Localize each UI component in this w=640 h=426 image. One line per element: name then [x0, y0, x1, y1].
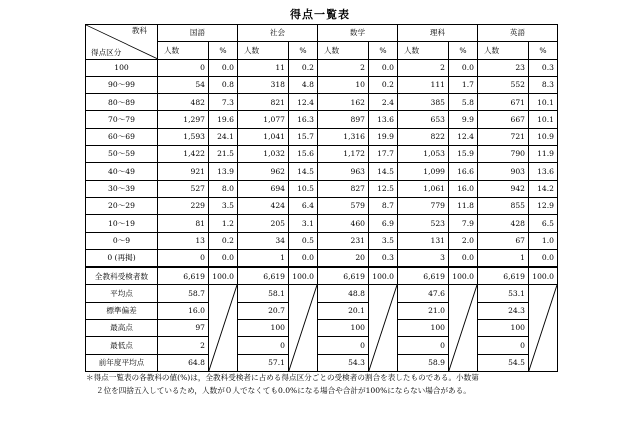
stats-value-cell: 58.1: [238, 285, 289, 302]
stats-value-cell: 24.3: [478, 302, 529, 319]
score-range-label: 40～49: [86, 163, 158, 180]
slash-cell: [529, 285, 558, 371]
pct-cell: 10.9: [529, 128, 558, 145]
count-cell: 81: [158, 215, 209, 232]
count-cell: 111: [398, 76, 449, 93]
count-cell: 23: [478, 59, 529, 76]
pct-cell: 8.0: [209, 180, 238, 197]
total-count-cell: 6,619: [318, 267, 369, 285]
header-row-subjects: [86, 25, 558, 42]
count-cell: 694: [238, 180, 289, 197]
stats-value-cell: 0: [318, 337, 369, 354]
pct-cell: 6.5: [529, 215, 558, 232]
pct-cell: 0.3: [369, 249, 398, 267]
stats-label: 標準偏差: [86, 302, 158, 319]
total-count-cell: 6,619: [478, 267, 529, 285]
stats-value-cell: 54.3: [318, 354, 369, 371]
pct-cell: 6.4: [289, 197, 318, 214]
pct-cell: 10.1: [529, 111, 558, 128]
pct-cell: 2.4: [369, 94, 398, 111]
count-cell: 162: [318, 94, 369, 111]
slash-cell: [289, 285, 318, 371]
score-range-label: 50～59: [86, 146, 158, 163]
stats-value-cell: 0: [398, 337, 449, 354]
score-range-label: 70～79: [86, 111, 158, 128]
pct-header: %: [289, 42, 318, 59]
table-row: [86, 197, 558, 214]
subject-header: 英語: [478, 25, 558, 42]
count-cell: 0: [158, 249, 209, 267]
stats-row: [86, 320, 558, 337]
count-cell: 385: [398, 94, 449, 111]
stats-value-cell: 53.1: [478, 285, 529, 302]
count-cell: 790: [478, 146, 529, 163]
count-header: 人数: [238, 42, 289, 59]
count-cell: 1,099: [398, 163, 449, 180]
table-row: [86, 111, 558, 128]
score-range-label: 10～19: [86, 215, 158, 232]
pct-header: %: [369, 42, 398, 59]
slash-line: [529, 285, 557, 370]
count-cell: 962: [238, 163, 289, 180]
count-cell: 131: [398, 232, 449, 249]
pct-cell: 8.3: [529, 76, 558, 93]
stats-value-cell: 58.9: [398, 354, 449, 371]
pct-header: %: [209, 42, 238, 59]
stats-value-cell: 0: [238, 337, 289, 354]
count-cell: 527: [158, 180, 209, 197]
score-range-label: 60～69: [86, 128, 158, 145]
pct-cell: 0.0: [449, 59, 478, 76]
count-cell: 827: [318, 180, 369, 197]
score-range-label: 100: [86, 59, 158, 76]
pct-header: %: [449, 42, 478, 59]
count-cell: 1,172: [318, 146, 369, 163]
count-cell: 482: [158, 94, 209, 111]
count-header: 人数: [398, 42, 449, 59]
count-cell: 34: [238, 232, 289, 249]
pct-cell: 13.6: [369, 111, 398, 128]
pct-cell: 9.9: [449, 111, 478, 128]
corner-header-cell: [86, 25, 158, 60]
stats-label: 最高点: [86, 320, 158, 337]
count-cell: 1: [478, 249, 529, 267]
stats-value-cell: 100: [238, 320, 289, 337]
pct-cell: 15.6: [289, 146, 318, 163]
count-cell: 54: [158, 76, 209, 93]
pct-cell: 16.0: [449, 180, 478, 197]
count-cell: 1: [238, 249, 289, 267]
pct-cell: 13.6: [529, 163, 558, 180]
stats-label: 最低点: [86, 337, 158, 354]
count-cell: 3: [398, 249, 449, 267]
pct-cell: 0.0: [369, 59, 398, 76]
count-cell: 428: [478, 215, 529, 232]
footnote: [86, 371, 556, 397]
range-axis-label: 得点区分: [91, 48, 122, 57]
stats-row: [86, 337, 558, 354]
footnote-line-2: ２位を四捨五入しているため，人数が０人でなくても0.0%になる場合や合計が100%にならない場合がある。: [96, 386, 471, 395]
subject-header: 数学: [318, 25, 398, 42]
stats-value-cell: 58.7: [158, 285, 209, 302]
footnote-line-1: ＊得点一覧表の各教科の値(%)は，全教科受検者に占める得点区分ごとの受検者の割合を表したものである。小数第: [86, 373, 479, 382]
score-table: [85, 24, 558, 372]
table-row: [86, 249, 558, 267]
count-cell: 10: [318, 76, 369, 93]
stats-row: [86, 285, 558, 302]
subject-axis-label: 教科: [131, 26, 147, 35]
score-range-label: 30～39: [86, 180, 158, 197]
count-cell: 2: [398, 59, 449, 76]
table-row: [86, 59, 558, 76]
pct-cell: 7.9: [449, 215, 478, 232]
count-cell: 67: [478, 232, 529, 249]
stats-value-cell: 100: [398, 320, 449, 337]
count-cell: 579: [318, 197, 369, 214]
pct-cell: 14.5: [369, 163, 398, 180]
stats-label: 平均点: [86, 285, 158, 302]
subject-header: 国語: [158, 25, 238, 42]
pct-cell: 4.8: [289, 76, 318, 93]
count-cell: 1,032: [238, 146, 289, 163]
count-cell: 552: [478, 76, 529, 93]
stats-label: 前年度平均点: [86, 354, 158, 371]
pct-cell: 13.9: [209, 163, 238, 180]
subject-header: 理科: [398, 25, 478, 42]
count-cell: 671: [478, 94, 529, 111]
pct-cell: 1.0: [529, 232, 558, 249]
stats-value-cell: 64.8: [158, 354, 209, 371]
pct-cell: 14.2: [529, 180, 558, 197]
total-pct-cell: 100.0: [369, 267, 398, 285]
stats-value-cell: 100: [318, 320, 369, 337]
count-header: 人数: [158, 42, 209, 59]
score-range-label: 0 (再掲): [86, 249, 158, 267]
pct-cell: 1.2: [209, 215, 238, 232]
total-pct-cell: 100.0: [449, 267, 478, 285]
stats-value-cell: 57.1: [238, 354, 289, 371]
total-count-cell: 6,619: [398, 267, 449, 285]
pct-cell: 0.0: [209, 59, 238, 76]
count-cell: 1,593: [158, 128, 209, 145]
count-cell: 897: [318, 111, 369, 128]
score-range-label: 20～29: [86, 197, 158, 214]
pct-cell: 0.2: [289, 59, 318, 76]
pct-cell: 14.5: [289, 163, 318, 180]
page-title: 得点一覧表: [290, 8, 350, 21]
stats-value-cell: 20.7: [238, 302, 289, 319]
pct-cell: 10.5: [289, 180, 318, 197]
slash-line: [289, 285, 317, 370]
score-range-label: 80～89: [86, 94, 158, 111]
slash-cell: [209, 285, 238, 371]
table-row: [86, 128, 558, 145]
count-cell: 1,053: [398, 146, 449, 163]
stats-value-cell: 48.8: [318, 285, 369, 302]
count-cell: 0: [158, 59, 209, 76]
count-cell: 667: [478, 111, 529, 128]
count-cell: 1,316: [318, 128, 369, 145]
subject-header: 社会: [238, 25, 318, 42]
pct-cell: 11.9: [529, 146, 558, 163]
count-cell: 1,061: [398, 180, 449, 197]
table-row: [86, 146, 558, 163]
slash-cell: [449, 285, 478, 371]
count-cell: 653: [398, 111, 449, 128]
stats-row: [86, 354, 558, 371]
count-cell: 903: [478, 163, 529, 180]
table-row: [86, 94, 558, 111]
total-pct-cell: 100.0: [529, 267, 558, 285]
pct-cell: 0.8: [209, 76, 238, 93]
pct-cell: 0.3: [529, 59, 558, 76]
pct-cell: 12.5: [369, 180, 398, 197]
stats-value-cell: 16.0: [158, 302, 209, 319]
pct-cell: 12.4: [449, 128, 478, 145]
stats-value-cell: 2: [158, 337, 209, 354]
count-cell: 779: [398, 197, 449, 214]
count-header: 人数: [318, 42, 369, 59]
pct-header: %: [529, 42, 558, 59]
pct-cell: 11.8: [449, 197, 478, 214]
slash-line: [209, 285, 237, 370]
pct-cell: 15.7: [289, 128, 318, 145]
slash-line: [369, 285, 397, 370]
count-cell: 1,041: [238, 128, 289, 145]
table-row: [86, 163, 558, 180]
stats-value-cell: 20.1: [318, 302, 369, 319]
slash-line: [449, 285, 477, 370]
count-cell: 231: [318, 232, 369, 249]
count-cell: 1,422: [158, 146, 209, 163]
total-row: [86, 267, 558, 285]
stats-value-cell: 0: [478, 337, 529, 354]
pct-cell: 8.7: [369, 197, 398, 214]
count-cell: 205: [238, 215, 289, 232]
count-cell: 11: [238, 59, 289, 76]
pct-cell: 0.0: [449, 249, 478, 267]
score-range-label: 90～99: [86, 76, 158, 93]
pct-cell: 5.8: [449, 94, 478, 111]
count-cell: 855: [478, 197, 529, 214]
count-cell: 821: [238, 94, 289, 111]
table-row: [86, 215, 558, 232]
score-range-label: 0～9: [86, 232, 158, 249]
pct-cell: 0.2: [369, 76, 398, 93]
stats-row: [86, 302, 558, 319]
count-cell: 20: [318, 249, 369, 267]
pct-cell: 17.7: [369, 146, 398, 163]
stats-value-cell: 54.5: [478, 354, 529, 371]
pct-cell: 0.0: [209, 249, 238, 267]
pct-cell: 0.5: [289, 232, 318, 249]
pct-cell: 0.0: [529, 249, 558, 267]
count-cell: 822: [398, 128, 449, 145]
total-count-cell: 6,619: [158, 267, 209, 285]
pct-cell: 12.9: [529, 197, 558, 214]
count-cell: 963: [318, 163, 369, 180]
count-cell: 921: [158, 163, 209, 180]
pct-cell: 1.7: [449, 76, 478, 93]
stats-value-cell: 97: [158, 320, 209, 337]
count-cell: 942: [478, 180, 529, 197]
pct-cell: 15.9: [449, 146, 478, 163]
pct-cell: 6.9: [369, 215, 398, 232]
pct-cell: 2.0: [449, 232, 478, 249]
total-count-cell: 6,619: [238, 267, 289, 285]
pct-cell: 19.6: [209, 111, 238, 128]
count-cell: 2: [318, 59, 369, 76]
pct-cell: 21.5: [209, 146, 238, 163]
count-cell: 1,297: [158, 111, 209, 128]
pct-cell: 12.4: [289, 94, 318, 111]
count-cell: 424: [238, 197, 289, 214]
count-cell: 318: [238, 76, 289, 93]
pct-cell: 3.1: [289, 215, 318, 232]
stats-value-cell: 21.0: [398, 302, 449, 319]
pct-cell: 19.9: [369, 128, 398, 145]
pct-cell: 0.0: [289, 249, 318, 267]
pct-cell: 16.3: [289, 111, 318, 128]
slash-cell: [369, 285, 398, 371]
pct-cell: 0.2: [209, 232, 238, 249]
count-cell: 523: [398, 215, 449, 232]
table-row: [86, 232, 558, 249]
total-pct-cell: 100.0: [289, 267, 318, 285]
count-header: 人数: [478, 42, 529, 59]
stats-value-cell: 47.6: [398, 285, 449, 302]
total-pct-cell: 100.0: [209, 267, 238, 285]
count-cell: 1,077: [238, 111, 289, 128]
pct-cell: 10.1: [529, 94, 558, 111]
count-cell: 721: [478, 128, 529, 145]
count-cell: 460: [318, 215, 369, 232]
pct-cell: 3.5: [369, 232, 398, 249]
table-row: [86, 76, 558, 93]
total-label: 全教科受検者数: [86, 267, 158, 285]
table-row: [86, 180, 558, 197]
pct-cell: 3.5: [209, 197, 238, 214]
pct-cell: 24.1: [209, 128, 238, 145]
stats-value-cell: 100: [478, 320, 529, 337]
pct-cell: 7.3: [209, 94, 238, 111]
count-cell: 13: [158, 232, 209, 249]
count-cell: 229: [158, 197, 209, 214]
pct-cell: 16.6: [449, 163, 478, 180]
